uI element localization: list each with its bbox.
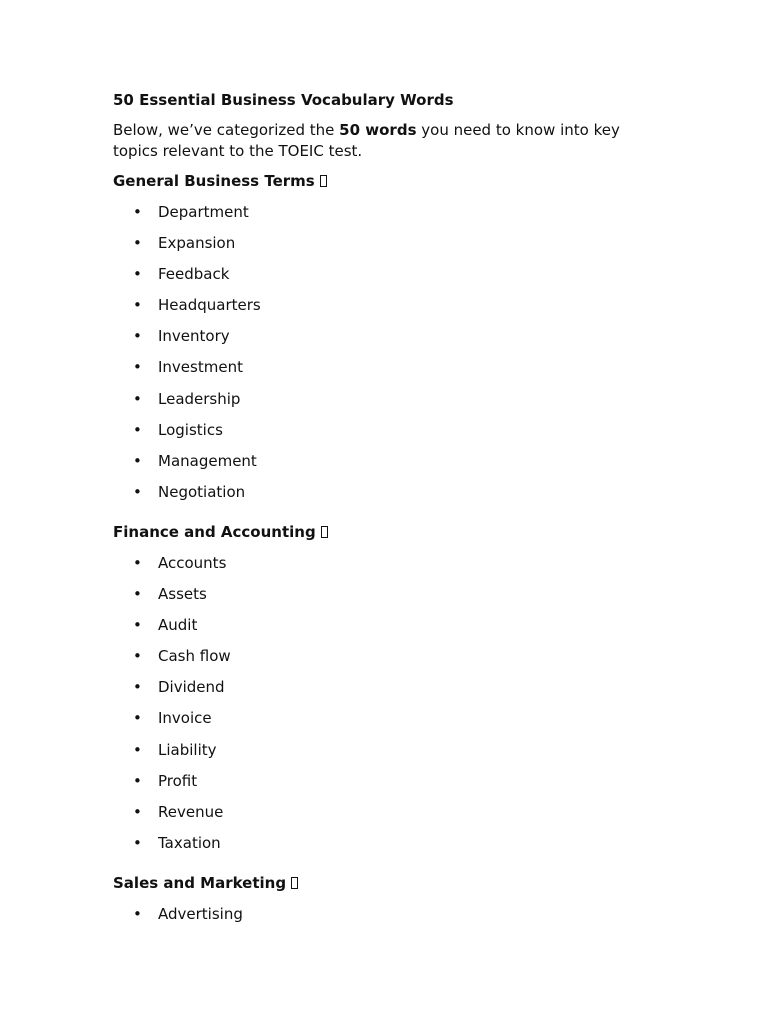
- document-page: [113, 89, 653, 943]
- section-heading-text: Finance and Accounting: [113, 522, 316, 541]
- list-item-text: Invoice: [158, 709, 212, 728]
- list-item-text: Dividend: [158, 678, 225, 697]
- word-list-finance-accounting: [113, 552, 653, 863]
- bullet-icon: •: [133, 616, 142, 635]
- list-item-text: Profit: [158, 771, 198, 790]
- intro-text-bold: 50 words: [339, 121, 417, 139]
- list-item-text: Negotiation: [158, 482, 246, 501]
- bullet-icon: •: [133, 451, 142, 470]
- intro-text-before: Below, we’ve categorized the: [113, 121, 340, 139]
- list-item: [113, 801, 653, 832]
- bullet-icon: •: [133, 327, 142, 346]
- list-item: [113, 552, 653, 583]
- list-item-text: Feedback: [158, 265, 230, 284]
- bullet-icon: •: [133, 482, 142, 501]
- list-item-text: Advertising: [158, 904, 243, 923]
- list-item-text: Audit: [158, 616, 198, 635]
- list-item-text: Liability: [158, 740, 217, 759]
- list-item-text: Revenue: [158, 802, 224, 821]
- list-item: [113, 739, 653, 770]
- list-item: [113, 263, 653, 294]
- bullet-icon: •: [133, 234, 142, 253]
- list-item: [113, 388, 653, 419]
- list-item: [113, 645, 653, 676]
- list-item: [113, 294, 653, 325]
- list-item-text: Accounts: [158, 553, 227, 572]
- bullet-icon: •: [133, 771, 142, 790]
- intro-paragraph: [113, 120, 653, 162]
- list-item: [113, 770, 653, 801]
- bullet-icon: •: [133, 678, 142, 697]
- bullet-icon: •: [133, 420, 142, 439]
- list-item: [113, 481, 653, 512]
- list-item: [113, 450, 653, 481]
- word-list-sales-marketing: [113, 903, 653, 934]
- bullet-icon: •: [133, 740, 142, 759]
- list-item-text: Leadership: [158, 389, 241, 408]
- list-item-text: Investment: [158, 358, 243, 377]
- list-item: [113, 232, 653, 263]
- list-item: [113, 903, 653, 934]
- list-item: [113, 325, 653, 356]
- list-item-text: Department: [158, 203, 249, 221]
- list-item: [113, 201, 653, 232]
- intro-text-after: you need to know into key topics relevant to the TOEIC test.: [113, 121, 620, 160]
- list-item: [113, 419, 653, 450]
- list-item-text: Inventory: [158, 327, 230, 346]
- section-heading-text: Sales and Marketing: [113, 873, 287, 892]
- list-item: [113, 707, 653, 738]
- list-item: [113, 583, 653, 614]
- word-list-general-business: [113, 201, 653, 512]
- missing-glyph-box-icon: [320, 175, 327, 187]
- document-title: 50 Essential Business Vocabulary Words: [113, 91, 454, 109]
- missing-glyph-box-icon: [321, 526, 328, 538]
- bullet-icon: •: [133, 904, 142, 923]
- bullet-icon: •: [133, 585, 142, 604]
- bullet-icon: •: [133, 709, 142, 728]
- list-item-text: Management: [158, 451, 257, 470]
- list-item-text: Assets: [158, 585, 207, 604]
- list-item-text: Taxation: [158, 833, 221, 852]
- list-item-text: Expansion: [158, 234, 236, 253]
- list-item-text: Cash flow: [158, 647, 231, 666]
- bullet-icon: •: [133, 358, 142, 377]
- list-item: [113, 356, 653, 387]
- section-heading-sales-marketing: [113, 872, 653, 894]
- bullet-icon: •: [133, 647, 142, 666]
- list-item: [113, 676, 653, 707]
- section-heading-text: General Business Terms: [113, 172, 315, 190]
- section-heading-general-business: [113, 170, 653, 192]
- bullet-icon: •: [133, 203, 142, 221]
- section-heading-finance-accounting: [113, 521, 653, 543]
- list-item-text: Headquarters: [158, 296, 261, 315]
- bullet-icon: •: [133, 553, 142, 572]
- list-item-text: Logistics: [158, 420, 223, 439]
- bullet-icon: •: [133, 833, 142, 852]
- missing-glyph-box-icon: [291, 877, 298, 889]
- bullet-icon: •: [133, 802, 142, 821]
- list-item: [113, 832, 653, 863]
- bullet-icon: •: [133, 389, 142, 408]
- bullet-icon: •: [133, 265, 142, 284]
- bullet-icon: •: [133, 296, 142, 315]
- list-item: [113, 614, 653, 645]
